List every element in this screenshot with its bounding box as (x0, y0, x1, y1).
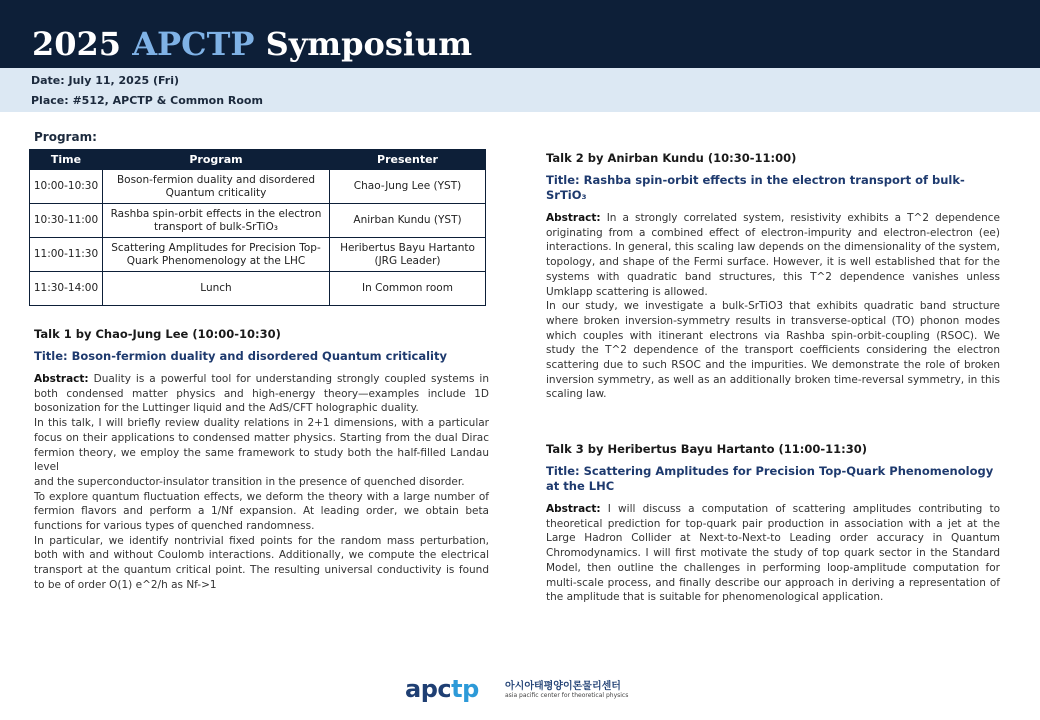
program-label: Program: (34, 130, 97, 144)
column-header-time: Time (30, 150, 103, 170)
row-time: 11:00-11:30 (30, 238, 103, 272)
table-row (30, 272, 486, 306)
talk-abstract (34, 372, 489, 593)
row-presenter: Heribertus Bayu Hartanto (JRG Leader) (330, 238, 486, 272)
footer-logo (405, 674, 645, 706)
page-title: 2025 APCTP Symposium (32, 25, 473, 63)
abstract-paragraph: Duality is a powerful tool for understanding strongly coupled systems in both condensed matter physics and high-energy theory—examples include 1D bosonization for the Luttinger liquid and the AdS/CFT holographic duality. (34, 373, 489, 415)
event-place: Place: #512, APCTP & Common Room (31, 94, 263, 107)
talk-2-section (546, 151, 1000, 402)
talk-title: Title: Boson-fermion duality and disordered Quantum criticality (34, 349, 447, 363)
row-program: Lunch (103, 272, 330, 306)
abstract-paragraph: and the superconductor-insulator transition in the presence of quenched disorder. (34, 475, 465, 488)
program-table (29, 149, 486, 306)
row-program: Rashba spin-orbit effects in the electron transport of bulk-SrTiO₃ (103, 204, 330, 238)
talk-title: Title: Rashba spin-orbit effects in the electron transport of bulk-SrTiO₃ (546, 173, 965, 202)
abstract-paragraph: In our study, we investigate a bulk-SrTiO3 that exhibits quadratic band structure where broken inversion-symmetry results in transverse-optical (TO) phonon modes which couples with itinerant electrons via Rashba spin-orbit-coupling (RSOC). We study the T^2 dependence of the transport coefficients considering the electron scattering due to such RSOC and the impurities. We demonstrate the role of broken inversion symmetry, as well as an additionally broken time-reversal symmetry, in this scaling law. (546, 300, 1000, 401)
row-time: 10:00-10:30 (30, 170, 103, 204)
abstract-label: Abstract: (546, 503, 601, 515)
talk-title: Title: Scattering Amplitudes for Precision Top-Quark Phenomenology at the LHC (546, 464, 994, 493)
row-presenter: In Common room (330, 272, 486, 306)
talk-heading: Talk 3 by Heribertus Bayu Hartanto (11:00-11:30) (546, 442, 867, 456)
table-row (30, 204, 486, 238)
row-presenter: Chao-Jung Lee (YST) (330, 170, 486, 204)
table-row (30, 170, 486, 204)
abstract-paragraph: In particular, we identify nontrivial fixed points for the random mass perturbation, both with and without Coulomb interactions. Additionally, we compute the electrical transport at the quantum critical point. The resulting universal conductivity is found to be of order O(1) e^2/h as Nf->1 (34, 534, 489, 591)
talk-abstract (546, 502, 1000, 605)
talk-1-section (34, 327, 489, 593)
event-date: Date: July 11, 2025 (Fri) (31, 74, 180, 87)
row-time: 11:30-14:00 (30, 272, 103, 306)
abstract-paragraph: In a strongly correlated system, resistivity exhibits a T^2 dependence originating from a combined effect of electron-impurity and electron-electron (ee) interactions. In general, this scaling law depends on the dimensionality of the system, topology, and shape of the Fermi surface. However, it is well established that for the systems with quadratic band structures, this T^2 dependence vanishes unless Umklapp scattering is allowed. (546, 212, 1001, 298)
row-presenter: Anirban Kundu (YST) (330, 204, 486, 238)
abstract-label: Abstract: (546, 212, 601, 224)
logo-korean-text: 아시아태평양이론물리센터 (505, 681, 621, 692)
table-header-row (30, 150, 486, 170)
abstract-paragraph: I will discuss a computation of scattering amplitudes contributing to theoretical prediction for top-quark pair production in association with a jet at the Large Hadron Collider at Next-to-Next-to Leading order accuracy in Quantum Chromodynamics. I will first motivate the study of top quark sector in the Standard Model, then outline the challenges in performing loop-amplitude computation for multi-scale process, and finally describe our approach in deriving a representation of the amplitude that is suitable for phenomenological application. (546, 503, 1000, 604)
column-header-presenter: Presenter (330, 150, 486, 170)
apctp-logo: apctp (405, 675, 479, 703)
logo-english-text: asia pacific center for theoretical physics (505, 692, 629, 699)
row-program: Boson-fermion duality and disordered Quantum criticality (103, 170, 330, 204)
column-header-program: Program (103, 150, 330, 170)
abstract-paragraph: To explore quantum fluctuation effects, we deform the theory with a large number of fermion flavors and perform a 1/Nf expansion. At leading order, we obtain beta functions for various types of quenched randomness. (34, 490, 489, 533)
row-program: Scattering Amplitudes for Precision Top-Quark Phenomenology at the LHC (103, 238, 330, 272)
talk-3-section (546, 442, 1000, 605)
abstract-label: Abstract: (34, 373, 89, 385)
talk-heading: Talk 2 by Anirban Kundu (10:30-11:00) (546, 151, 797, 165)
talk-heading: Talk 1 by Chao-Jung Lee (10:00-10:30) (34, 327, 281, 341)
info-bar (0, 68, 1040, 112)
header-banner (0, 0, 1040, 68)
row-time: 10:30-11:00 (30, 204, 103, 238)
talk-abstract (546, 211, 1000, 402)
table-row (30, 238, 486, 272)
abstract-paragraph: In this talk, I will briefly review duality relations in 2+1 dimensions, with a particular focus on their applications to condensed matter physics. Starting from the dual Dirac fermion theory, we employ the same framework to study both the half-filled Landau level (34, 417, 489, 474)
